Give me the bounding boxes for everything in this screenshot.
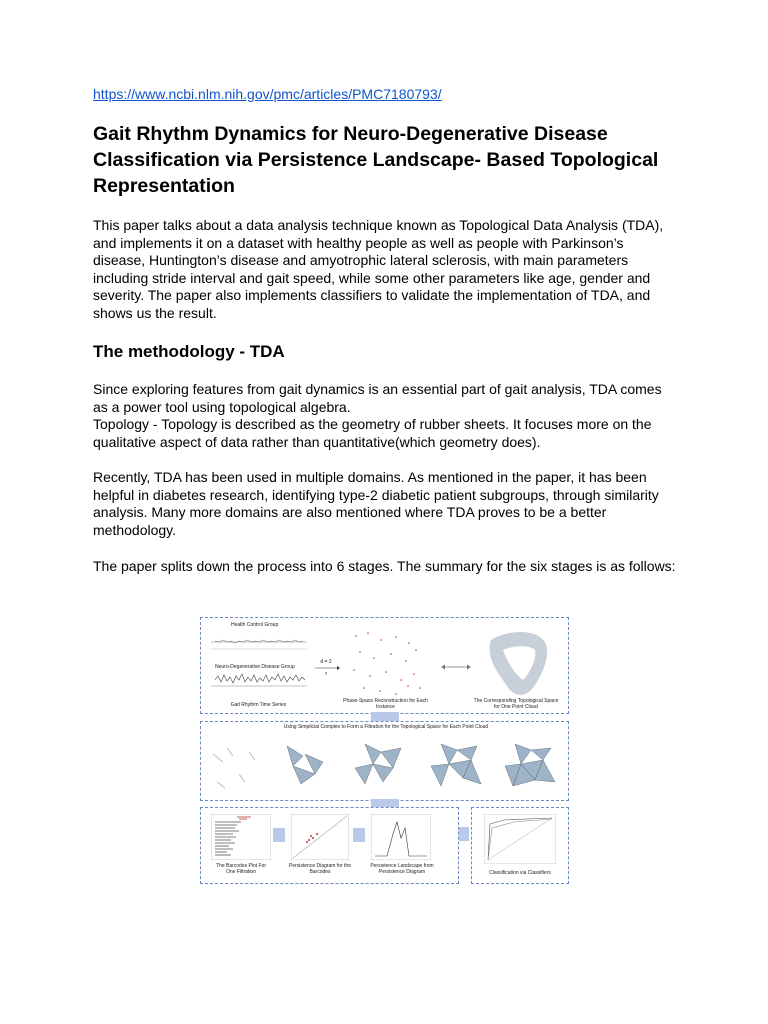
phase-space-caption: Phase-Space Reconstruction for Each Instance	[343, 698, 428, 710]
diagram-caption: Persistence Diagram for the Barcodes	[289, 863, 351, 875]
stages-paragraph: The paper splits down the process into 6 stages. The summary for the six stages is as follows:	[93, 558, 676, 574]
figure-panel-2	[200, 721, 569, 801]
right-arrow-1-icon	[273, 828, 285, 842]
delay-label: d = 2	[320, 659, 332, 665]
series-caption: Gait Rhythm Time Series	[230, 702, 287, 708]
topology-caption: The Corresponding Topological Space for One Point Cloud	[473, 698, 559, 710]
topological-space-shape	[481, 628, 551, 698]
down-arrow-1-icon	[371, 712, 399, 721]
filtration-title: Using Simplicial Complex to Form a Filtration for the Topological Space for Each Point Cloud	[283, 724, 489, 730]
figure-panel-1	[200, 617, 569, 714]
right-arrow-3-icon	[459, 827, 469, 841]
source-link[interactable]: https://www.ncbi.nlm.nih.gov/pmc/articles/PMC7180793/	[93, 86, 442, 102]
page-title: Gait Rhythm Dynamics for Neuro-Degenerative Disease Classification via Persistence Landscape- Based Topological Representation	[93, 123, 659, 197]
right-arrow-2-icon	[353, 828, 365, 842]
classification-caption: Classification via Classifiers	[489, 870, 551, 876]
figure-panel-3	[200, 807, 459, 884]
neuro-group-label: Neuro-Degenerative Disease Group	[215, 664, 295, 670]
methodology-line-1: Since exploring features from gait dynamics is an essential part of gait analysis, TDA comes as a power tool using topological algebra.	[93, 381, 662, 415]
classification-roc-plot	[484, 814, 556, 864]
filtration-sequence	[205, 734, 565, 796]
barcodes-caption: The Barcodes Plot For One Filtration	[215, 863, 267, 875]
persistence-landscape-plot	[371, 814, 431, 860]
tau-label: τ	[325, 671, 327, 677]
neuro-series-plot	[209, 670, 309, 692]
figure-panel-4	[471, 807, 569, 884]
correspondence-arrow-icon	[441, 663, 471, 671]
methodology-paragraph	[93, 381, 678, 451]
domains-paragraph: Recently, TDA has been used in multiple domains. As mentioned in the paper, it has been helpful in diabetes research, identifying type-2 diabetic patient subgroups, through similarity analysis. Many more domains are also mentioned where TDA proves to be a better methodology.	[93, 469, 659, 538]
methodology-line-2: Topology - Topology is described as the geometry of rubber sheets. It focuses more on the qualitative aspect of data rather than quantitative(which geometry does).	[93, 416, 652, 450]
phase-space-points	[346, 628, 426, 698]
section-heading: The methodology - TDA	[93, 342, 285, 361]
intro-paragraph: This paper talks about a data analysis technique known as Topological Data Analysis (TDA), and implements it on a dataset with healthy people as well as people with Parkinson’s disease, Huntington’s disease and amyotrophic lateral sclerosis, with main parameters including stride interval and gait speed, while some other parameters like age, gender and severity. The paper also implements classifiers to validate the implementation of TDA, and shows us the result.	[93, 217, 664, 321]
landscape-caption: Persistence Landscape from Persistence Diagram	[370, 863, 434, 875]
persistence-diagram-plot	[291, 814, 349, 860]
health-group-label: Health Control Group	[231, 622, 279, 628]
health-series-plot	[209, 630, 309, 652]
barcodes-plot	[211, 814, 271, 860]
process-figure	[199, 615, 569, 885]
